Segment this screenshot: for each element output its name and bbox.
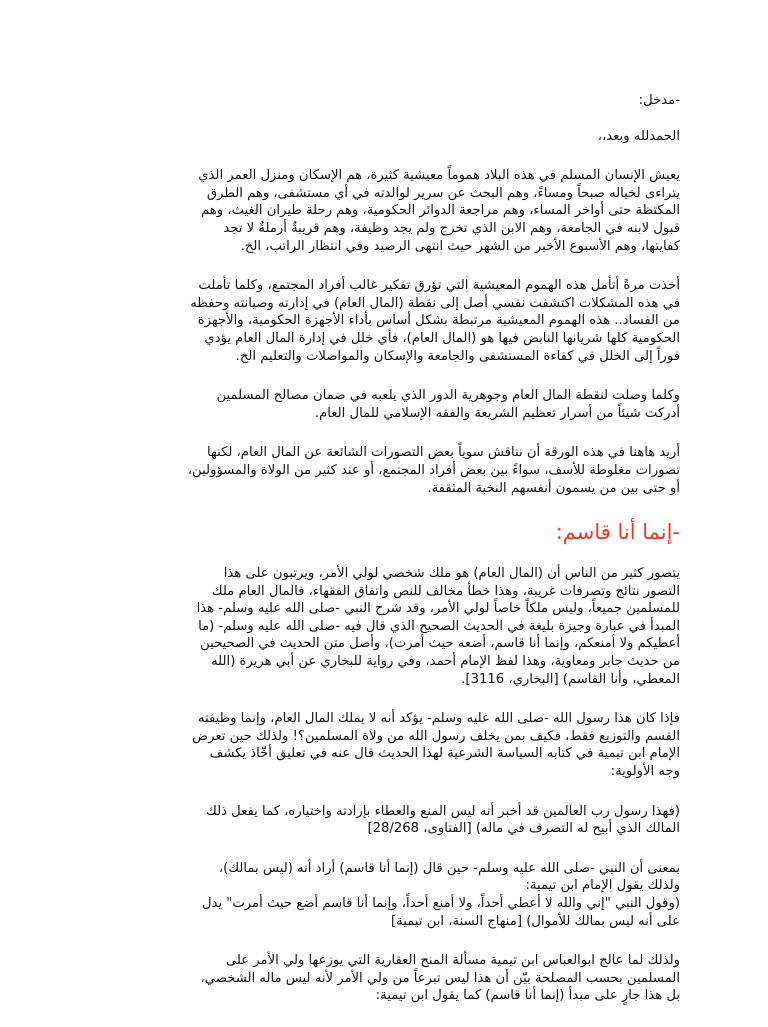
text-line: يعيش الإنسان المسلم في هذه البلاد هموماً معيشية كثيرة، هم الإسكان ومنزل العمر الذي xyxy=(198,168,680,184)
document-page xyxy=(88,92,680,1027)
text-line: أخذت مرةً أتأمل هذه الهموم المعيشية التي تؤرق تفكير غالب أفراد المجتمع، وكلما تأملت xyxy=(198,278,680,294)
paragraph xyxy=(88,565,680,688)
paragraph xyxy=(88,277,680,365)
text-line: التصور نتائج وتصرفات غريبة، وهذا خطأ مخالف للنص واتفاق الفقهاء، فالمال العام ملك xyxy=(211,583,680,599)
intro-label: -مدخل: xyxy=(638,93,680,108)
text-line: المكتظة حتى أواخر المساء، وهم مراجعة الدوائر الحكومية، وهم رحلة طيران الغيث، وهم xyxy=(201,203,680,219)
text-line: في هذه المشكلات اكتشفت نفسي أصل إلى نقطة (المال العام) في إدارته وصيانته وحفظه xyxy=(190,295,680,311)
paragraph xyxy=(88,710,680,780)
paragraph xyxy=(88,167,680,255)
text-line: الحكومية كلها شريانها النابض فيها هو (المال العام)، فأي خلل في إدارة المال العام يؤدي xyxy=(204,330,680,346)
paragraph xyxy=(88,803,680,838)
text-line: المسلمين بحسب المصلحة بيّن أن هذا ليس تبرعاً من ولي الأمر لأنه ليس ماله الشخصي، xyxy=(200,970,680,986)
qasim-section xyxy=(88,565,680,1005)
paragraph xyxy=(88,860,680,930)
text-line: أعطيكم ولا أمنعكم، وإنما أنا قاسم، أضعه حيث أمرت)، وأصل متن الحديث في الصحيحين xyxy=(200,636,680,652)
text-line: بمعنى أن النبي -صلى الله عليه وسلم- حين قال (إنما أنا قاسم) أراد أنه (ليس بمالك)، xyxy=(218,860,680,876)
text-line: وكلما وصلت لنقطة المال العام وجوهرية الدور الذي يلعبه في ضمان مصالح المسلمين xyxy=(216,388,680,404)
text-line: أريد هاهنا في هذه الورقة أن نناقش سوياً بعض التصورات الشائعة عن المال العام، لكنها xyxy=(206,445,680,461)
text-line: ولذلك لما عالج ابوالعباس ابن تيمية مسألة المنح العقارية التي يوزعها ولي الأمر على xyxy=(225,953,680,969)
paragraph xyxy=(88,387,680,422)
text-line: وجه الأولوية: xyxy=(610,764,680,780)
text-line: يتراءى لخياله صبحاً ومساءً، وهم البحث عن سرير لوالدته في أي مستشفى، وهم الطرق xyxy=(206,185,680,201)
text-line: (وقول النبي "إني والله لا أعطي أحداً، ولا أمنع أحداً، وإنما أنا قاسم أضع حيث أمرت" يدل xyxy=(201,896,680,911)
paragraph xyxy=(88,444,680,497)
text-line: قبول لابنه في الجامعة، وهم الابن الذي تخرج ولم يجد وظيفة، وهم قريبةٌ أرملةٌ لا تجد xyxy=(223,220,680,236)
text-line: فإذا كان هذا رسول الله -صلى الله عليه وسلم- يؤكد أنه لا يملك المال العام، وإنما وظيفته xyxy=(197,711,680,727)
text-line: أو حتى بين من يسمون أنفسهم النخبة المثقفة. xyxy=(427,480,680,496)
text-line: (فهذا رسول رب العالمين قد أخبر أنه ليس المنع والعطاء بإرادته واختياره، كما يفعل ذلك xyxy=(205,803,680,819)
text-line: المالك الذي أبيح له التصرف في ماله) [الفتاوى، 28/268] xyxy=(367,821,680,837)
text-line: فوراً إلى الخلل في كفاءة المستشفى والجامعة والإسكان والمواصلات والتعليم الخ. xyxy=(235,348,680,364)
text-line: للمسلمين جميعاً، وليس ملكاً خاصاً لولي الأمر، وقد شرح النبي -صلى الله عليه وسلم- هذا xyxy=(196,601,680,617)
text-line: على أنه ليس بمالك للأموال) [منهاج السنة، ابن تيمية] xyxy=(391,913,680,929)
text-line: أدركت شيئاً من أسرار تعظيم الشريعة والفقه الإسلامي للمال العام. xyxy=(314,405,680,421)
text-line: يتصور كثير من الناس أن (المال العام) هو ملك شخصي لولي الأمر، ويرتبون على هذا xyxy=(223,566,680,582)
text-line: ولذلك يقول الإمام ابن تيمية: xyxy=(525,878,680,894)
text-line: من حديث جابر ومعاوية، وهذا لفظ الإمام أحمد، وفي رواية للبخاري عن أبي هريرة (الله xyxy=(211,654,680,670)
paragraph xyxy=(88,952,680,1005)
text-line: المبدأ في عبارة وجيزة بليغة في الحديث الصحيح الذي قال فيه -صلى الله عليه وسلم- (ما xyxy=(198,618,680,634)
intro-section xyxy=(88,167,680,497)
section-heading: -إنما أنا قاسم: xyxy=(555,520,680,545)
text-line: المعطي، وأنا القاسم) [البخاري، 3116]. xyxy=(461,671,680,687)
text-line: من الفساد.. هذه الهموم المعيشية مرتبطة بشكل أساس بأداء الأجهزة الحكومية، والأجهزة xyxy=(197,313,680,329)
text-line: القسم والتوزيع فقط، فكيف بمن يخلف رسول الله من ولاة المسلمين؟! ولذلك حين تعرض xyxy=(192,728,680,744)
text-line: تصورات مغلوطة للأسف، سواءً بين بعض أفراد المجتمع، أو عند كثير من الولاة والمسؤولين، xyxy=(187,462,680,478)
greeting-line: الحمدلله وبعد،، xyxy=(597,128,680,144)
text-line: الإمام ابن تيمية في كتابه السياسة الشرعية لهذا الحديث قال عنه في تعليق أخّاذ يكشف xyxy=(209,746,680,762)
text-line: كفايتها، وهم الأسبوع الأخير من الشهر حيث انتهى الرصيد وفي انتظار الراتب، الخ. xyxy=(240,238,680,254)
text-line: بل هذا جارٍ على مبدأ (إنما أنا قاسم) كما يقول ابن تيمية: xyxy=(375,988,680,1004)
